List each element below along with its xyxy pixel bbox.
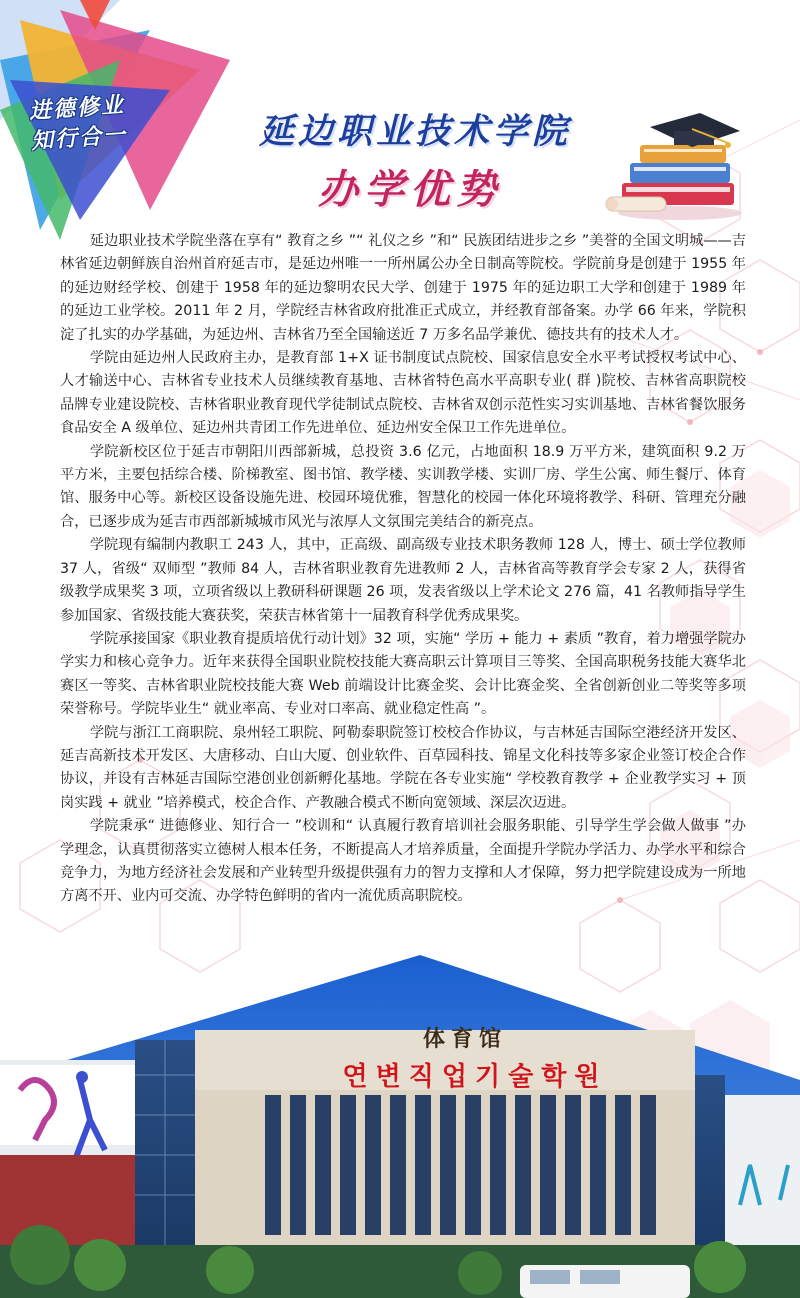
paragraph: 学院由延边州人民政府主办，是教育部 1+X 证书制度试点院校、国家信息安全水平考试授权考试中心、人才输送中心、吉林省专业技术人员继续教育基地、吉林省特色高水平高职专业( 群 )院校、吉林省高职院校品牌专业建设院校、吉林省职业教育现代学徒制试点院校、吉林省双创示范性实习实训基地、吉林省餐饮服务食品安全 A 级单位、延边州共青团工作先进单位、延边州安全保卫工作先进单位。: [60, 350, 746, 437]
paragraph: 延边职业技术学院坐落在享有“ 教育之乡 ”“ 礼仪之乡 ”和“ 民族团结进步之乡 ”美誉的全国文明城——吉林省延边朝鲜族自治州首府延吉市，是延边州唯一一所州属公办全日制高等院校。学院前身是创建于 1955 年的延边财经学校、创建于 1958 年的延边黎明农民大学、创建于 1975 年的延边职工大学和创建于 1989 年的延边工业学校。2011 年 2 月，学院经吉林省政府批准正式成立，并经教育部备案。办学 66 年来，学院积淀了扎实的办学基础，为延边州、吉林省乃至全国输送近 7 万多名品学兼优、德技共有的技术人才。: [60, 233, 746, 343]
motto-line-1: 进德修业: [28, 91, 126, 125]
intro-body: [60, 230, 746, 909]
paragraph: 学院秉承“ 进德修业、知行合一 ”校训和“ 认真履行教育培训社会服务职能、引导学生学会做人做事 ”办学理念，认真贯彻落实立德树人根本任务，不断提高人才培养质量，全面提升学院办学活力、办学水平和综合竞争力，为地方经济社会发展和产业转型升级提供强有力的智力支撑和人才保障，努力把学院建设成为一所地方离不开、业内可交流、办学特色鲜明的省内一流优质高职院校。: [60, 818, 746, 905]
page-title: 延边职业技术学院: [258, 111, 571, 152]
gymnasium-photo-icon: [0, 955, 800, 1298]
building-sign-korean: 연변직업기술학원: [342, 1062, 608, 1092]
school-motto: [28, 88, 162, 157]
paragraph: 学院现有编制内教职工 243 人，其中，正高级、副高级专业技术职务教师 128 人，博士、硕士学位教师 37 人，省级“ 双师型 ”教师 84 人，吉林省职业教育先进教师 2 人，吉林省高等教育学会专家 2 人，获得省级教学成果奖 3 项，立项省级以上教研科研课题 26 项，发表省级以上学术论文 276 篇，41 名教师指导学生参加国家、省级技能大赛获奖，荣获吉林省第十一届教育科学优秀成果奖。: [60, 537, 746, 624]
building-sign-chinese: 体育馆: [422, 1026, 507, 1052]
motto-line-2: 知行合一: [30, 121, 128, 155]
paragraph: 学院与浙江工商职院、泉州轻工职院、阿勒泰职院签订校校合作协议，与吉林延吉国际空港经济开发区、延吉高新技术开发区、大唐移动、白山大厦、创业软件、百草园科技、锦星文化科技等多家企业签订校企合作协议，并设有吉林延吉国际空港创业创新孵化基地。学院在各专业实施“ 学校教育教学 + 企业教学实习 + 顶岗实践 + 就业 ”培养模式，校企合作、产教融合模式不断向宽领域、深层次迈进。: [60, 724, 746, 811]
paragraph: 学院新校区位于延吉市朝阳川西部新城，总投资 3.6 亿元，占地面积 18.9 万平方米，建筑面积 9.2 万平方米，主要包括综合楼、阶梯教室、图书馆、教学楼、实训教学楼、实训厂房、学生公寓、师生餐厅、体育馆、服务中心等。新校区设备设施先进、校园环境优雅，智慧化的校园一体化环境将教学、科研、管理充分融合，已逐步成为延吉市西部新城城市风光与浓厚人文氛围完美结合的新亮点。: [60, 443, 746, 530]
page-subtitle: 办学优势: [318, 166, 502, 213]
paragraph: 学院承接国家《职业教育提质培优行动计划》32 项，实施“ 学历 + 能力 + 素质 ”教育，着力增强学院办学实力和核心竞争力。近年来获得全国职业院校技能大赛高职云计算项目三等奖、全国高职税务技能大赛华北赛区一等奖、吉林省职业院校技能大赛 Web 前端设计比赛金奖、会计比赛金奖、全省创新创业二等奖等多项荣誉称号。学院毕业生“ 就业率高、专业对口率高、就业稳定性高 ”。: [60, 630, 746, 718]
books-graduation-cap-icon: [600, 105, 750, 225]
